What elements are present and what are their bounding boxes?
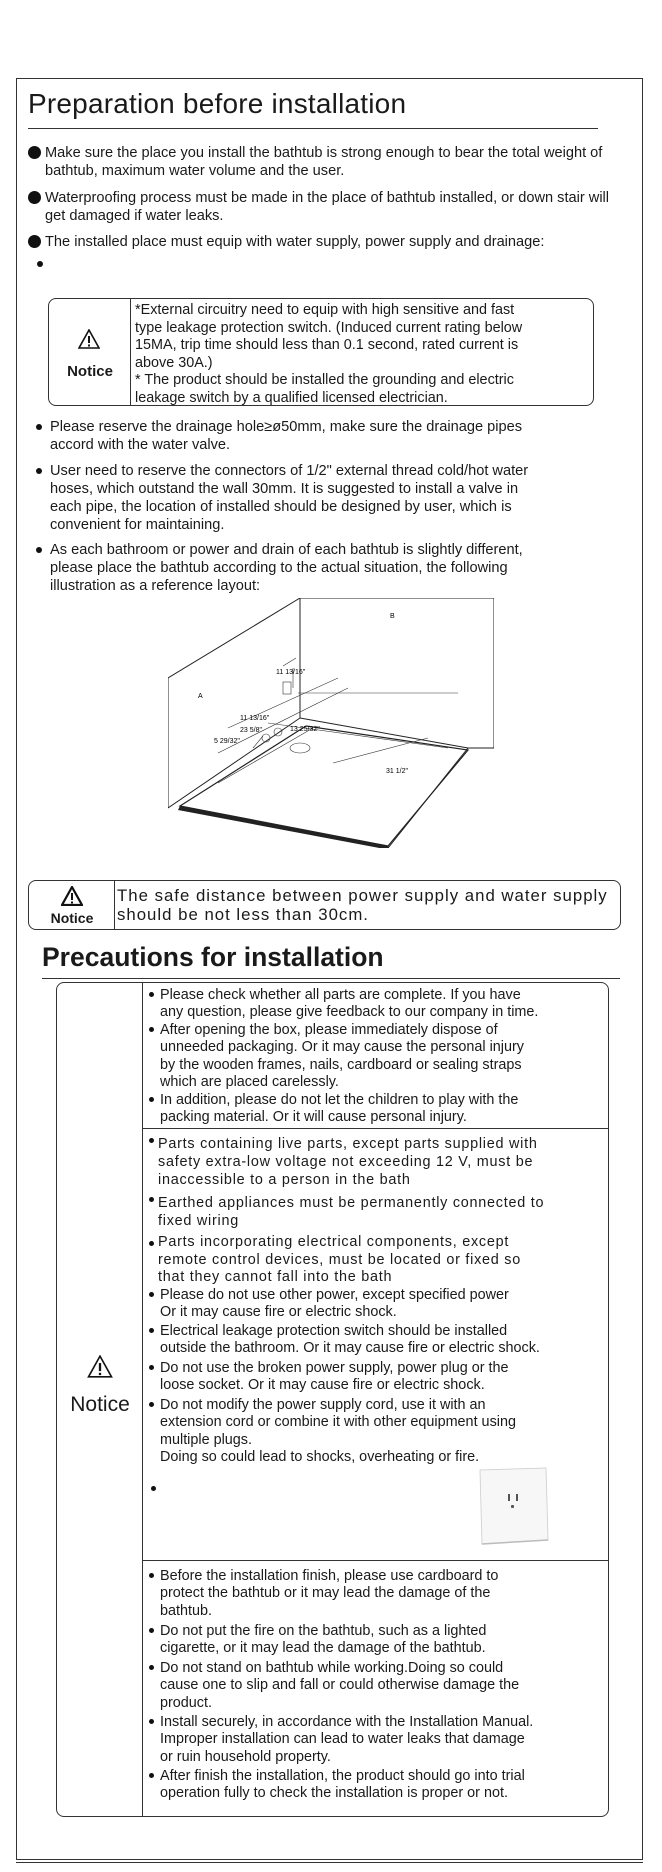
warning-triangle-icon (61, 886, 83, 906)
title-underline (28, 128, 598, 129)
precaution-item: In addition, please do not let the children to play with the packing material. Or it will cause personal injury. (149, 1092, 604, 1127)
precaution-item: Electrical leakage protection switch should be installed outside the bathroom. Or it may cause fire or electric shock. (149, 1323, 607, 1358)
precaution-item: Please do not use other power, except specified power Or it may cause fire or electric shock. (149, 1287, 607, 1322)
notice-line: type leakage protection switch. (Induced current rating below (135, 319, 523, 336)
precaution-item: Do not put the fire on the bathtub, such as a lighted cigarette, or it may lead the damage of the bathtub. (149, 1623, 607, 1658)
bullet-dot-icon (149, 1138, 154, 1143)
precaution-item: Install securely, in accordance with the Installation Manual. Improper installation can lead to water leaks that damage or ruin household property. (149, 1714, 607, 1766)
notice-line: 15MA, trip time should less than 0.1 second, rated current is (135, 337, 519, 354)
bottom-divider (16, 1862, 643, 1863)
reference-layout-figure (168, 598, 494, 848)
bullet-dot-icon (149, 1097, 154, 1102)
bullet-dot-icon (149, 1328, 154, 1333)
figure-dimension: 31 1/2" (386, 768, 408, 775)
notice-label-cell (57, 983, 143, 1816)
bullet-dot-icon (149, 1027, 154, 1032)
notice-label-cell (29, 881, 115, 929)
precaution-item: Please check whether all parts are complete. If you have any question, please give feedback to our company in time. (149, 987, 604, 1022)
small-bullet-dot (151, 1486, 156, 1491)
figure-dimension: 5 29/32" (214, 738, 240, 745)
small-bullet-dot (37, 261, 43, 267)
bullet-dot-icon (28, 146, 41, 159)
notice-line: * The product should be installed the grounding and electric (135, 372, 514, 389)
notice-label: Notice (67, 363, 113, 380)
bullet-item-strength: Make sure the place you install the bathtub is strong enough to bear the total weight of bathtub, maximum water volume and the user. (28, 144, 608, 180)
safety-distance-warning (28, 880, 621, 930)
figure-dimension: 23 5/8" (240, 727, 262, 734)
warning-triangle-icon (87, 1355, 113, 1378)
bullet-dot-icon (149, 1241, 154, 1246)
bullet-dot-icon (36, 468, 42, 474)
precaution-item: After opening the box, please immediately dispose of unneeded packaging. Or it may cause the personal injury by the wooden frames, nails, cardboard or sealing straps which are placed carelessly. (149, 1022, 604, 1092)
notice-label: Notice (70, 1393, 130, 1416)
notice-text (135, 302, 585, 408)
precaution-item: Parts incorporating electrical components, except remote control devices, must be located or fixed so that they cannot fall into the bath (149, 1234, 607, 1287)
bullet-item-supply: The installed place must equip with water supply, power supply and drainage: (28, 233, 628, 251)
bullet-dot-icon (149, 1665, 154, 1670)
figure-label-a: A (198, 693, 203, 700)
figure-dimension: 11 13/16" (276, 669, 306, 676)
figure-dimension: 13 25/32" (290, 726, 320, 733)
figure-label-b: B (390, 613, 395, 620)
title-underline (42, 978, 620, 979)
electrical-notice-box (48, 298, 594, 406)
wall-socket-icon (470, 1466, 550, 1548)
section-title-precautions: Precautions for installation (42, 942, 384, 972)
figure-dimension: 11 13/16" (240, 715, 270, 722)
bullet-item-waterproofing: Waterproofing process must be made in the place of bathtub installed, or down stair will get damaged if water leaks. (28, 189, 618, 225)
warning-triangle-icon (78, 329, 100, 349)
sub-bullet-layout: As each bathroom or power and drain of each bathtub is slightly different, please place the bathtub according to the actual situation, the following illustration as a reference layout: (36, 541, 616, 595)
bullet-dot-icon (149, 1719, 154, 1724)
group-divider (143, 1560, 608, 1561)
bullet-dot-icon (28, 235, 41, 248)
bullet-dot-icon (28, 191, 41, 204)
precaution-item: After finish the installation, the product should go into trial operation fully to check the installation is proper or not. (149, 1768, 607, 1803)
notice-label-cell (49, 299, 131, 405)
notice-line: *External circuitry need to equip with high sensitive and fast (135, 302, 515, 318)
bullet-dot-icon (149, 1292, 154, 1297)
precautions-box (56, 982, 609, 1817)
precaution-item: Do not modify the power supply cord, use it with an extension cord or combine it with other equipment using multiple plugs. Doing so could lead to shocks, overheating or fire. (149, 1397, 607, 1467)
precaution-item: Do not stand on bathtub while working.Doing so could cause one to slip and fall or could otherwise damage the product. (149, 1660, 607, 1712)
bullet-dot-icon (149, 1573, 154, 1578)
bullet-dot-icon (149, 1773, 154, 1778)
group-divider (143, 1128, 608, 1129)
bullet-dot-icon (149, 1365, 154, 1370)
bullet-dot-icon (36, 547, 42, 553)
warning-text: The safe distance between power supply and water supply should be not less than 30cm. (117, 886, 608, 924)
precaution-item: Earthed appliances must be permanently connected to fixed wiring (149, 1194, 607, 1230)
precaution-item: Do not use the broken power supply, power plug or the loose socket. Or it may cause fire or electric shock. (149, 1360, 607, 1395)
section-title-preparation: Preparation before installation (28, 88, 407, 119)
precaution-item: Parts containing live parts, except parts supplied with safety extra-low voltage not exceeding 12 V, must be inaccessible to a person in the bath (149, 1135, 607, 1190)
bullet-dot-icon (149, 1197, 154, 1202)
notice-line: above 30A.) (135, 354, 213, 371)
sub-bullet-connectors: User need to reserve the connectors of 1/2" external thread cold/hot water hoses, which outstand the wall 30mm. It is suggested to install a valve in each pipe, the location of installed should be designed by user, which is convenient for maintaining. (36, 462, 616, 534)
notice-line: leakage switch by a qualified licensed electrician. (135, 389, 448, 406)
bullet-dot-icon (36, 424, 42, 430)
sub-bullet-drainage: Please reserve the drainage hole≥ø50mm, make sure the drainage pipes accord with the water valve. (36, 418, 616, 454)
bullet-dot-icon (149, 1628, 154, 1633)
notice-label: Notice (50, 910, 94, 926)
bullet-dot-icon (149, 992, 154, 997)
precaution-item: Before the installation finish, please use cardboard to protect the bathtub or it may lead the damage of the bathtub. (149, 1568, 607, 1620)
bullet-dot-icon (149, 1402, 154, 1407)
